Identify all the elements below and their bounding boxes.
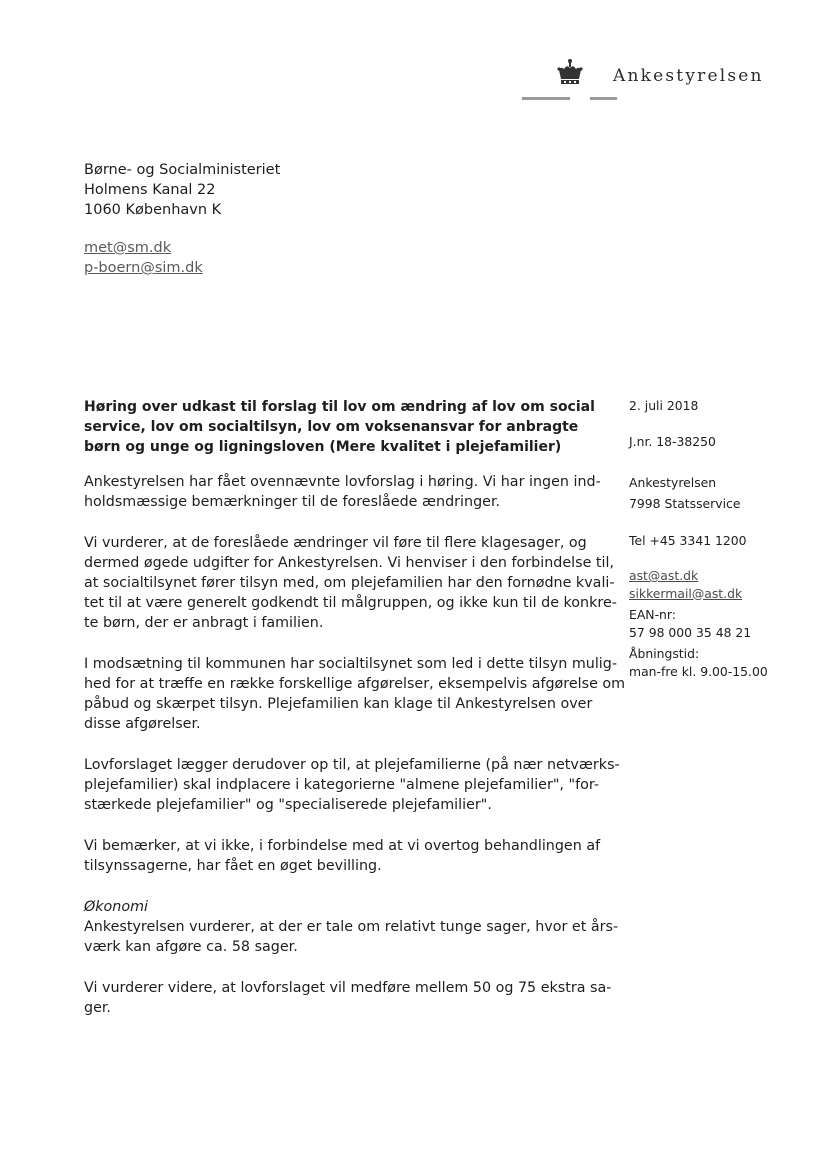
letterhead-rule [522,97,570,100]
body-line: Lovforslaget lægger derudover op til, at plejefamilierne (på nær netværks- [84,757,620,773]
journal-number: J.nr. 18-38250 [629,434,716,449]
body-line: disse afgørelser. [84,716,201,732]
sender-email-link[interactable]: sikkermail@ast.dk [629,585,743,601]
sender-name: Ankestyrelsen [629,475,717,490]
body-line: holdsmæssige bemærkninger til de foreslåede ændringer. [84,494,501,510]
letter-date: 2. juli 2018 [629,398,699,413]
body-line: Ankestyrelsen vurderer, at der er tale om relativt tunge sager, hvor et års- [84,919,619,935]
crown-logo-icon [556,58,584,88]
sender-address: 7998 Statsservice [629,495,741,511]
body-line: tet til at være generelt godkendt til målgruppen, og ikke kun til de konkre- [84,595,617,611]
recipient-name: Børne- og Socialministeriet [84,162,281,178]
ean-number: 57 98 000 35 48 21 [629,624,752,640]
opening-hours: man-fre kl. 9.00-15.00 [629,663,768,679]
recipient-city: 1060 København K [84,202,222,218]
sender-email-link[interactable]: ast@ast.dk [629,568,699,583]
body-paragraph [84,533,617,633]
body-line: dermed øgede udgifter for Ankestyrelsen. Vi henviser i den forbindelse til, [84,555,615,571]
recipient-email-link[interactable]: met@sm.dk [84,240,172,256]
ean-block [629,606,751,641]
body-paragraph [84,978,612,1018]
body-line: værk kan afgøre ca. 58 sager. [84,939,298,955]
letterhead-rule [590,97,617,100]
letter-subject [84,397,604,457]
body-line: plejefamilier) skal indplacere i kategorierne "almene plejefamilier", "for- [84,777,599,793]
body-line: hed for at træffe en række forskellige afgørelser, eksempelvis afgørelse om [84,676,626,692]
body-line: Vi bemærker, at vi ikke, i forbindelse med at vi overtog behandlingen af [84,838,601,854]
body-paragraph [84,654,626,734]
subject-line: børn og unge og ligningsloven (Mere kvalitet i plejefamilier) [84,439,562,455]
body-paragraph [84,472,609,512]
body-line: påbud og skærpet tilsyn. Plejefamilien kan klage til Ankestyrelsen over [84,696,593,712]
body-paragraph [84,755,620,815]
sender-block [629,474,741,512]
body-line: stærkede plejefamilier" og "specialiserede plejefamilier". [84,797,492,813]
body-paragraph [84,836,609,876]
recipient-emails [84,238,203,278]
body-line: Vi vurderer, at de foreslåede ændringer vil føre til flere klagesager, og [84,535,587,551]
sender-phone: Tel +45 3341 1200 [629,533,747,548]
body-line: tilsynssagerne, har fået en øget bevilling. [84,858,382,874]
body-line: I modsætning til kommunen har socialtilsynet som led i dette tilsyn mulig- [84,656,618,672]
recipient-address [84,160,280,220]
body-line: Ankestyrelsen har fået ovennævnte lovforslag i høring. Vi har ingen ind- [84,474,601,490]
body-line: te børn, der er anbragt i familien. [84,615,324,631]
recipient-email-link[interactable]: p-boern@sim.dk [84,260,203,276]
letter-body [84,472,626,1039]
opening-hours-label: Åbningstid: [629,646,700,661]
body-line: Vi vurderer videre, at lovforslaget vil medføre mellem 50 og 75 ekstra sa- [84,980,612,996]
sender-emails [629,567,742,602]
body-line: at socialtilsynet fører tilsyn med, om plejefamilien har den fornødne kvali- [84,575,615,591]
subject-line: Høring over udkast til forslag til lov om ændring af lov om social [84,399,595,415]
economy-section [84,897,619,957]
opening-hours-block [629,645,768,680]
recipient-street: Holmens Kanal 22 [84,182,216,198]
subject-line: service, lov om socialtilsyn, lov om voksenansvar for anbragte [84,419,579,435]
body-line: ger. [84,1000,111,1016]
organization-name: Ankestyrelsen [613,66,764,86]
ean-label: EAN-nr: [629,607,676,622]
economy-heading: Økonomi [84,899,148,915]
